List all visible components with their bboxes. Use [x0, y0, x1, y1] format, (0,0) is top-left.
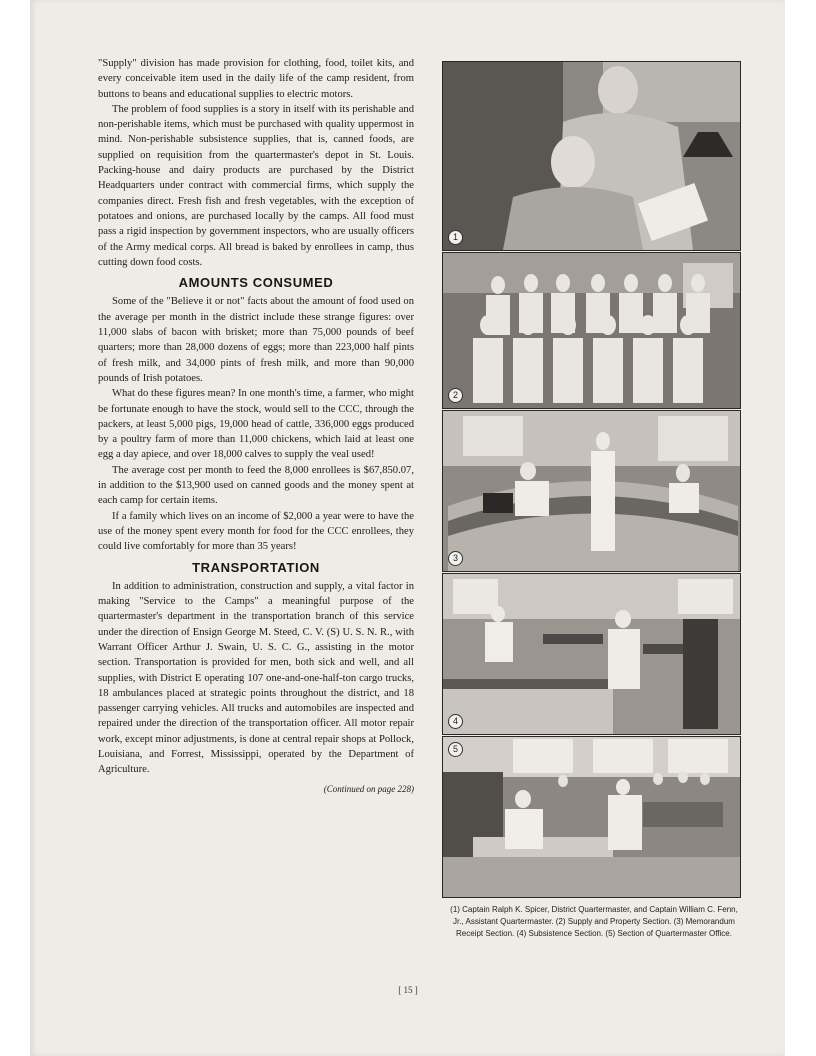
- amounts-paragraph: Some of the "Believe it or not" facts about the amount of food used on the average per month in the district include these strange figures: over 11,000 slabs of bacon with brisket; more than 75,000 pounds of beef quarters; more than 28,000 dozens of eggs; more than 223,000 half pints of fresh milk, and 34,000 pints of fresh milk, and more than 90,000 pounds of Irish potatoes.: [98, 296, 414, 384]
- continued-note: (Continued on page 228): [323, 783, 414, 794]
- figures-paragraph: What do these figures mean? In one month's time, a farmer, who might be fortunate enough to have the stock, would sell to the CCC, through the packers, at least 5,000 pigs, 19,000 head of cattle, 336,000 eggs produced by a poultry farm of more than 11,000 chickens, which laid at least one egg a day apiece, and over 18,000 calves to supply the veal used!: [98, 388, 414, 461]
- article-column: [98, 56, 414, 797]
- family-paragraph: If a family which lives on an income of $2,000 a year were to have the use of the money spent every month for food for the CCC enrollees, they could live comfortably for more than 35 years!: [98, 510, 414, 553]
- photo-5-number: 5: [448, 742, 463, 757]
- photo-caption: (1) Captain Ralph K. Spicer, District Quartermaster, and Captain William C. Fenn, Jr., Assistant Quartermaster. (2) Supply and Property Section. (3) Memorandum Receipt Section. (4) Subsistence Section. (5) Section of Quartermaster Office.: [450, 905, 738, 938]
- photo-officers-image: [443, 62, 740, 250]
- page-number: [ 15 ]: [398, 985, 418, 995]
- food-supplies-paragraph: The problem of food supplies is a story in itself with its perishable and non-perishable items, which must be purchased with quality uppermost in mind. Non-perishable subsistence supplies, that is, canned foods, are supplied on requisition from the quartermaster's depot in St. Louis. Packing-house and dairy products are purchased by the District Headquarters under contract with commercial firms, which supply the companies direct. Fresh fish and fresh vegetables, with the exception of potatoes and onions, are purchased locally by the camps. All food must pass a rigid inspection by government inspectors, who are usually officers of the Army medical corps. All bread is baked by enrollees in camp, thus cutting down food costs.: [98, 103, 414, 268]
- photo-1-number: 1: [448, 230, 463, 245]
- photo-3-number: 3: [448, 551, 463, 566]
- photo-supply-section: [442, 252, 741, 409]
- transportation-paragraph: In addition to administration, construction and supply, a vital factor in making "Service to the Camps" a meaningful purpose of the quartermaster's department in the transportation branch of this service under the direction of Ensign George M. Steed, C. V. (S) U. S. N. R., with Warrant Officer Arthur J. Swain, U. S. C. G., assisting in the motor section. Transportation is provided for men, both sick and well, and all supplies, with District E operating 107 one-and-one-half-ton cargo trucks, 18 ambulances placed at strategic points throughout the district, and 18 passenger carrying vehicles. All trucks and automobiles are inspected and repaired under the direction of the transportation officer. All motor repair work, except minor adjustments, is done at central repair shops at Pollock, Louisiana, and Forrest, Mississippi, operated by the Department of Agriculture.: [98, 580, 414, 776]
- photo-supply-section-image: [443, 253, 740, 408]
- photo-2-number: 2: [448, 388, 463, 403]
- photo-subsistence-section: [442, 573, 741, 735]
- cost-paragraph: The average cost per month to feed the 8,000 enrollees is $67,850.07, in addition to the $13,900 used on canned goods and the money spent at each camp for certain items.: [98, 464, 414, 507]
- amounts-consumed-heading: AMOUNTS CONSUMED: [178, 275, 334, 291]
- transportation-heading: TRANSPORTATION: [192, 559, 320, 575]
- photo-memorandum-section: [442, 410, 741, 572]
- intro-paragraph: "Supply" division has made provision for clothing, food, toilet kits, and every conceivable item used in the daily life of the camp resident, from buttons to beans and educational supplies to electric motors.: [98, 58, 414, 100]
- photo-quartermaster-office: [442, 736, 741, 898]
- photo-memorandum-section-image: [443, 411, 740, 571]
- photo-4-number: 4: [448, 714, 463, 729]
- photo-subsistence-section-image: [443, 574, 740, 734]
- photo-quartermaster-office-image: [443, 737, 740, 897]
- photo-officers: [442, 61, 741, 251]
